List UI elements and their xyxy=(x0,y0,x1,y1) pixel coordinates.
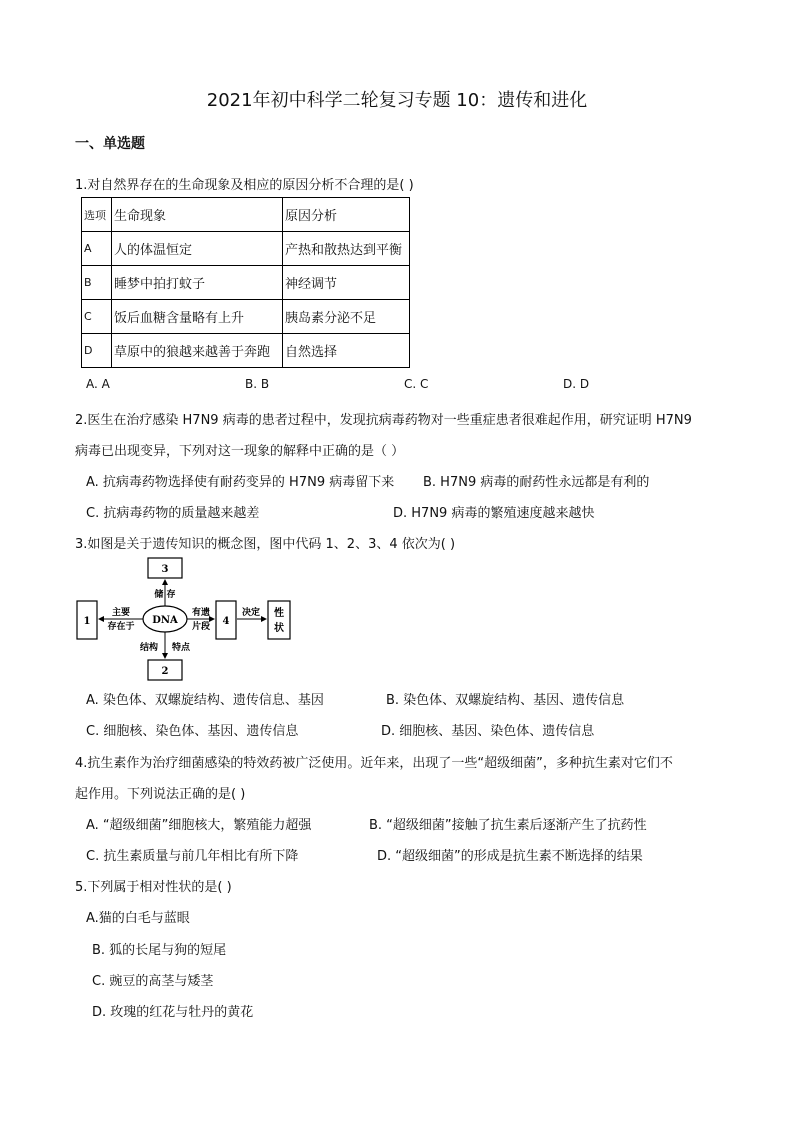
option-d[interactable]: D. H7N9 病毒的繁殖速度越来越快 xyxy=(393,506,595,521)
question-4-stem-line2: 起作用。下列说法正确的是( ) xyxy=(75,787,246,802)
option-b[interactable]: B. “超级细菌”接触了抗生素后逐渐产生了抗药性 xyxy=(369,818,647,833)
table-cell: 胰岛素分泌不足 xyxy=(283,300,410,334)
option-d[interactable]: D. 细胞核、基因、染色体、遗传信息 xyxy=(381,724,595,739)
option-b[interactable]: B. H7N9 病毒的耐药性永远都是有利的 xyxy=(423,475,650,490)
table-header-cell: 原因分析 xyxy=(283,198,410,232)
label-segment: 片段 xyxy=(191,622,211,632)
box-2-label: 2 xyxy=(161,666,169,677)
table-header-cell: 生命现象 xyxy=(112,198,283,232)
label-main: 主要 xyxy=(111,608,131,618)
table-cell: 神经调节 xyxy=(283,266,410,300)
table-cell: A xyxy=(82,232,112,266)
label-structure: 结构 xyxy=(139,643,159,653)
table-cell: B xyxy=(82,266,112,300)
concept-map-diagram xyxy=(75,556,295,681)
table-cell: 饭后血糖含量略有上升 xyxy=(112,300,283,334)
question-5-stem: 5.下列属于相对性状的是( ) xyxy=(75,880,232,895)
option-c[interactable]: C. 抗病毒药物的质量越来越差 xyxy=(86,506,260,521)
option-d[interactable]: D. 玫瑰的红花与牡丹的黄花 xyxy=(92,1005,254,1020)
box-4-label: 4 xyxy=(222,616,230,627)
label-exist-in: 存在于 xyxy=(107,622,135,632)
table-cell: 人的体温恒定 xyxy=(112,232,283,266)
page-title: 2021年初中科学二轮复习专题 10：遗传和进化 xyxy=(206,90,588,111)
dna-label: DNA xyxy=(152,615,178,626)
table-cell: 睡梦中拍打蚊子 xyxy=(112,266,283,300)
table-cell: 草原中的狼越来越善于奔跑 xyxy=(112,334,283,368)
box-1-label: 1 xyxy=(83,616,91,627)
label-feature: 特点 xyxy=(171,643,191,653)
label-store: 储 存 xyxy=(154,590,176,600)
trait-label-2: 状 xyxy=(274,623,284,634)
label-decide: 决定 xyxy=(241,608,261,618)
option-d[interactable]: D. “超级细菌”的形成是抗生素不断选择的结果 xyxy=(377,849,643,864)
option-a[interactable]: A.猫的白毛与蓝眼 xyxy=(86,911,190,926)
table-row xyxy=(82,334,410,368)
table-header-row xyxy=(82,198,410,232)
option-c[interactable]: C. 抗生素质量与前几年相比有所下降 xyxy=(86,849,299,864)
option-c[interactable]: C. 细胞核、染色体、基因、遗传信息 xyxy=(86,724,299,739)
option-a[interactable]: A. 染色体、双螺旋结构、遗传信息、基因 xyxy=(86,693,324,708)
question-2-stem-line1: 2.医生在治疗感染 H7N9 病毒的患者过程中，发现抗病毒药物对一些重症患者很难起作用，研究证明 H7N9 xyxy=(75,413,692,428)
table-row xyxy=(82,266,410,300)
option-d[interactable]: D. D xyxy=(563,377,590,391)
table-cell: 产热和散热达到平衡 xyxy=(283,232,410,266)
option-b[interactable]: B. 狐的长尾与狗的短尾 xyxy=(92,943,227,958)
table-row xyxy=(82,300,410,334)
label-genetic: 有遗 xyxy=(191,608,211,618)
option-c[interactable]: C. C xyxy=(404,377,429,391)
table-cell: 自然选择 xyxy=(283,334,410,368)
option-c[interactable]: C. 豌豆的高茎与矮茎 xyxy=(92,974,214,989)
section-heading: 一、单选题 xyxy=(75,136,145,152)
option-b[interactable]: B. 染色体、双螺旋结构、基因、遗传信息 xyxy=(386,693,625,708)
box-3-label: 3 xyxy=(161,564,169,575)
question-4-stem-line1: 4.抗生素作为治疗细菌感染的特效药被广泛使用。近年来，出现了一些“超级细菌”，多种抗生素对它们不 xyxy=(75,756,673,771)
option-a[interactable]: A. 抗病毒药物选择使有耐药变异的 H7N9 病毒留下来 xyxy=(86,475,395,490)
trait-label-1: 性 xyxy=(274,608,284,619)
question-3-stem: 3.如图是关于遗传知识的概念图，图中代码 1、2、3、4 依次为( ) xyxy=(75,537,456,552)
option-b[interactable]: B. B xyxy=(245,377,270,391)
option-a[interactable]: A. A xyxy=(86,377,110,391)
question-1-table xyxy=(81,197,410,368)
question-1-stem: 1.对自然界存在的生命现象及相应的原因分析不合理的是( ) xyxy=(75,178,414,193)
table-row xyxy=(82,232,410,266)
table-header-cell: 选项 xyxy=(82,198,112,232)
table-cell: C xyxy=(82,300,112,334)
question-2-stem-line2: 病毒已出现变异，下列对这一现象的解释中正确的是（ ） xyxy=(75,444,405,459)
table-cell: D xyxy=(82,334,112,368)
option-a[interactable]: A. “超级细菌”细胞核大，繁殖能力超强 xyxy=(86,818,312,833)
